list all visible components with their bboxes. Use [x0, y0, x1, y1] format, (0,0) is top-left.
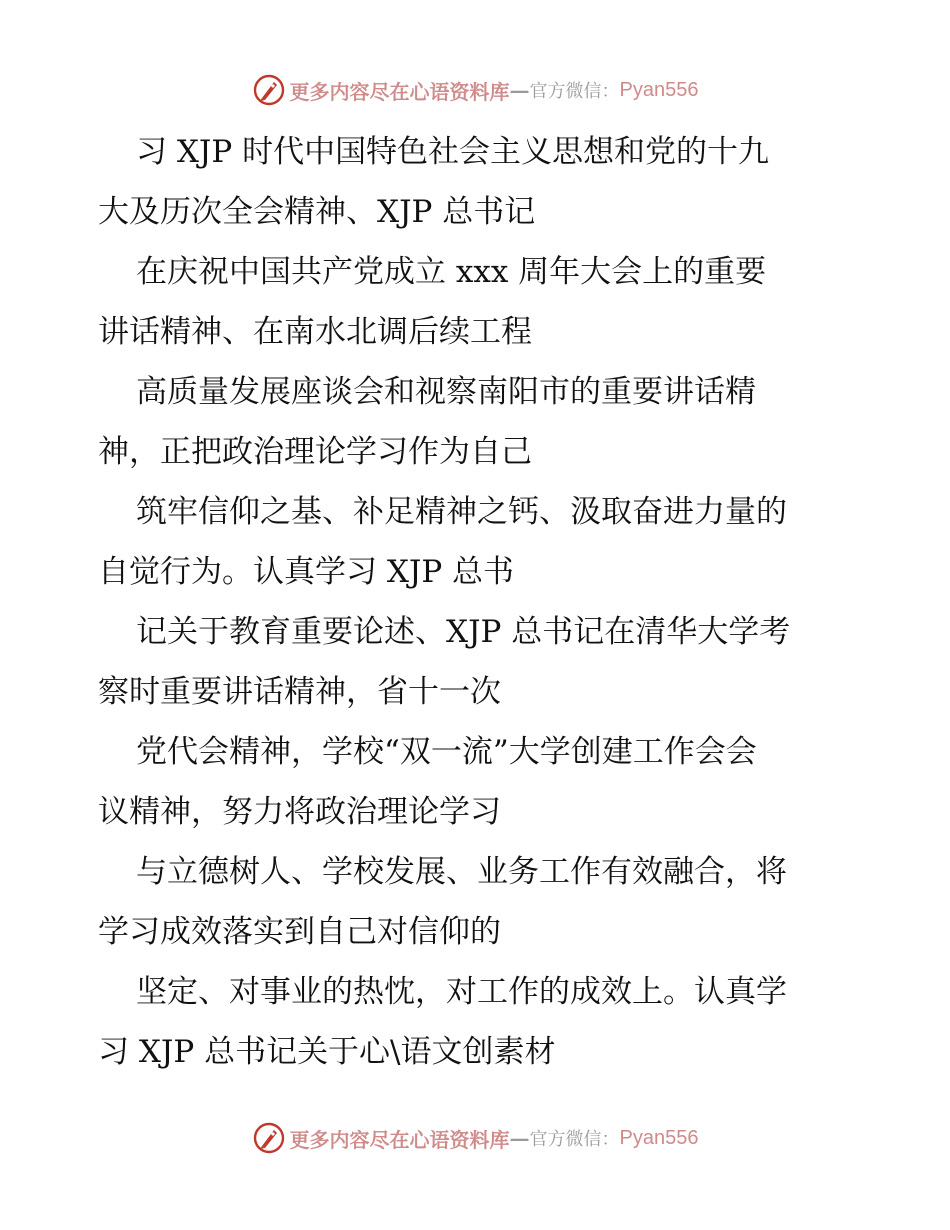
- paragraph-line-1: 筑牢信仰之基、补足精神之钙、汲取奋进力量的: [136, 494, 787, 530]
- paragraph-line-2: 自觉行为。认真学习 XJP 总书: [98, 554, 515, 590]
- paragraph-line-1: 坚定、对事业的热忱，对工作的成效上。认真学: [136, 974, 787, 1010]
- banner-wechat-id: Pyan556: [619, 78, 699, 101]
- document-body: [98, 122, 858, 1082]
- banner-wechat-id: Pyan556: [619, 1126, 699, 1149]
- banner-text: 更多内容尽在心语资料库: [289, 1127, 510, 1152]
- banner-separator: —: [509, 78, 530, 102]
- paragraph-line-2: 察时重要讲话精神，省十一次: [98, 674, 501, 710]
- paragraph-line-1: 习 XJP 时代中国特色社会主义思想和党的十九: [136, 134, 770, 170]
- paragraph-line-1: 高质量发展座谈会和视察南阳市的重要讲话精: [136, 374, 756, 410]
- paragraph-line-1: 在庆祝中国共产党成立 xxx 周年大会上的重要: [136, 254, 767, 290]
- paragraph-line-2: 大及历次全会精神、XJP 总书记: [98, 194, 536, 230]
- paragraph-line-2: 习 XJP 总书记关于心\语文创素材: [98, 1034, 556, 1070]
- paragraph: [98, 842, 858, 962]
- pen-nib-logo-icon: [252, 1121, 286, 1155]
- banner-text: 更多内容尽在心语资料库: [289, 79, 510, 104]
- paragraph-line-2: 议精神，努力将政治理论学习: [98, 794, 501, 830]
- header-banner: [0, 70, 950, 110]
- paragraph: [98, 602, 858, 722]
- paragraph: [98, 122, 858, 242]
- paragraph: [98, 242, 858, 362]
- paragraph: [98, 362, 858, 482]
- paragraph-line-1: 与立德树人、学校发展、业务工作有效融合，将: [136, 854, 787, 890]
- paragraph-line-2: 神，正把政治理论学习作为自己: [98, 434, 532, 470]
- paragraph-line-1: 记关于教育重要论述、XJP 总书记在清华大学考: [136, 614, 791, 650]
- banner-wechat-label: 官方微信：: [529, 81, 620, 102]
- paragraph: [98, 482, 858, 602]
- paragraph-line-2: 学习成效落实到自己对信仰的: [98, 914, 501, 950]
- paragraph-line-2: 讲话精神、在南水北调后续工程: [98, 314, 532, 350]
- banner-wechat-label: 官方微信：: [529, 1129, 620, 1150]
- paragraph-line-1: 党代会精神，学校“双一流”大学创建工作会会: [136, 734, 757, 770]
- paragraph: [98, 962, 858, 1082]
- paragraph: [98, 722, 858, 842]
- banner-separator: —: [509, 1126, 530, 1150]
- footer-banner: [0, 1118, 950, 1158]
- pen-nib-logo-icon: [252, 73, 286, 107]
